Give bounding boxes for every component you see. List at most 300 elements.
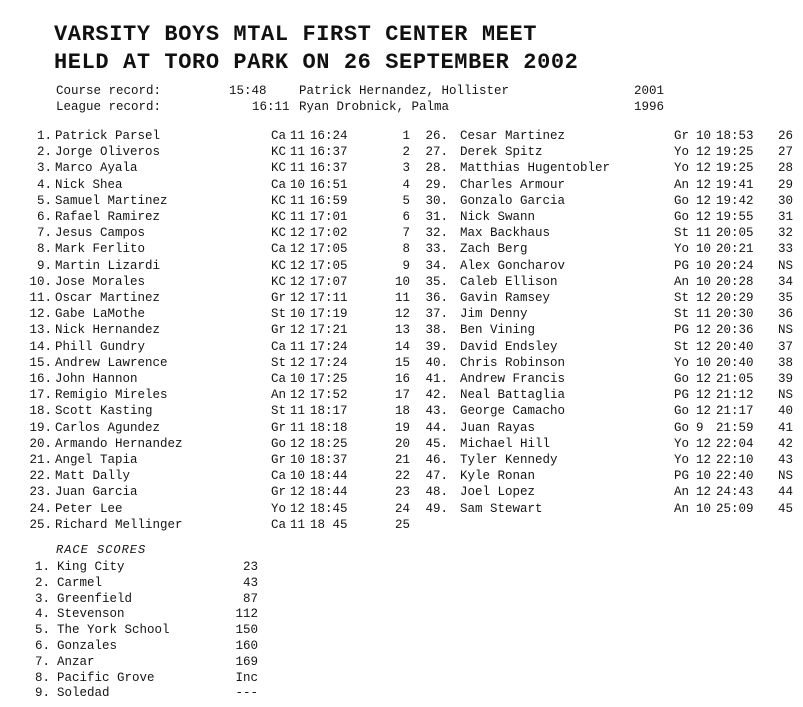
result-score: 21 [394,453,410,467]
result-time: 20:30 [716,307,754,322]
result-place: 10. [29,274,52,289]
result-team: KC [271,161,287,176]
result-place: 47. [425,469,448,484]
result-name: Nick Hernandez [55,323,161,338]
result-name: Scott Kasting [55,404,153,419]
result-time: 17:19 [310,307,348,322]
result-team: Go [271,436,287,451]
league-record-holder: Ryan Drobnick, Palma [299,100,450,114]
race-score-value: --- [235,686,258,701]
result-name: Oscar Martinez [55,291,161,305]
result-time: 19:42 [716,193,754,208]
result-team: An [674,274,690,289]
result-grade: 11 [290,404,306,419]
result-team: KC [271,193,287,208]
result-place: 29. [425,177,448,192]
result-score: 16 [394,372,410,386]
result-place: 21. [29,453,52,467]
result-place: 28. [425,161,448,176]
result-grade: 10 [696,274,712,289]
result-time: 17:05 [310,258,348,273]
result-team: Gr [271,453,287,467]
result-place: 27. [425,145,448,160]
result-place: 49. [425,501,448,516]
result-grade: 11 [290,145,306,160]
result-time: 18:25 [310,436,348,451]
result-grade: 10 [290,177,306,192]
result-name: Richard Mellinger [55,517,183,532]
race-score-value: 112 [235,607,258,622]
result-grade: 12 [696,372,712,386]
race-score-place: 6. [34,639,50,653]
result-team: St [674,226,690,241]
result-place: 22. [29,469,52,484]
result-grade: 12 [696,436,712,451]
course-record-year: 2001 [634,84,665,98]
league-record-label: League record: [56,100,162,114]
result-place: 2. [36,145,52,160]
result-score: 22 [394,469,410,484]
result-time: 17:21 [310,323,348,338]
result-time: 20:40 [716,339,754,354]
race-score-value: 160 [235,639,258,653]
race-score-school: Carmel [57,575,103,590]
result-time: 21:05 [716,372,754,386]
result-name: Phill Gundry [55,339,146,354]
result-team: PG [674,388,690,403]
result-grade: 10 [290,372,306,386]
result-team: Ca [271,469,287,484]
result-grade: 12 [290,226,306,241]
race-score-value: 87 [242,591,258,606]
race-score-school: Soledad [57,686,110,701]
result-time: 19:25 [716,145,754,160]
result-time: 22:40 [716,469,754,484]
result-score: 39 [778,372,794,386]
result-team: Yo [674,453,690,467]
result-name: Michael Hill [460,436,551,451]
course-record-time: 15:48 [229,84,267,98]
race-score-school: Greenfield [57,591,133,606]
result-grade: 10 [290,469,306,484]
result-team: PG [674,258,690,273]
result-place: 38. [425,323,448,338]
result-place: 5. [36,193,52,208]
race-score-value: 23 [242,560,258,574]
result-score: 7 [402,226,410,241]
result-team: PG [674,323,690,338]
result-time: 17:05 [310,242,348,257]
result-time: 21:12 [716,388,754,403]
result-grade: 11 [290,161,306,176]
result-grade: 12 [290,291,306,305]
result-score: 30 [778,193,794,208]
result-team: Ca [271,242,287,257]
result-score: 25 [394,517,410,532]
result-grade: 10 [696,469,712,484]
result-time: 16:37 [310,161,348,176]
result-place: 15. [29,355,52,370]
result-place: 9. [36,258,52,273]
result-name: Patrick Parsel [55,129,161,143]
result-team: Go [674,404,690,419]
result-time: 17:11 [310,291,348,305]
result-place: 42. [425,388,448,403]
result-score: 2 [402,145,410,160]
result-place: 31. [425,210,448,224]
result-time: 20:29 [716,291,754,305]
result-name: Martin Lizardi [55,258,161,273]
result-name: Angel Tapia [55,453,138,467]
result-team: Yo [674,355,690,370]
result-time: 17:24 [310,355,348,370]
result-grade: 12 [696,291,712,305]
race-score-school: Anzar [57,654,95,669]
race-score-value: Inc [235,670,258,685]
result-place: 6. [36,210,52,224]
result-grade: 12 [290,242,306,257]
result-place: 48. [425,485,448,500]
result-name: Mark Ferlito [55,242,146,257]
result-team: Yo [674,161,690,176]
result-team: Ca [271,517,287,532]
result-score: 35 [778,291,794,305]
result-grade: 12 [696,485,712,500]
result-place: 35. [425,274,448,289]
result-team: KC [271,210,287,224]
result-time: 20:24 [716,258,754,273]
result-place: 18. [29,404,52,419]
result-grade: 12 [290,274,306,289]
result-place: 43. [425,404,448,419]
result-score: 3 [402,161,410,176]
result-name: Juan Garcia [55,485,138,500]
result-name: Armando Hernandez [55,436,183,451]
result-team: KC [271,274,287,289]
result-grade: 12 [696,145,712,160]
result-grade: 12 [290,388,306,403]
result-name: Kyle Ronan [460,469,536,484]
course-record-holder: Patrick Hernandez, Hollister [299,84,510,98]
result-team: Gr [271,420,287,435]
result-score: 33 [778,242,794,257]
result-grade: 10 [696,501,712,516]
result-time: 16:37 [310,145,348,160]
result-place: 30. [425,193,448,208]
page-title: VARSITY BOYS MTAL FIRST CENTER MEET [54,22,538,47]
result-score: 29 [778,177,794,192]
league-record-year: 1996 [634,100,665,114]
race-score-place: 8. [34,670,50,685]
result-score: 20 [394,436,410,451]
result-team: Gr [271,291,287,305]
result-place: 4. [36,177,52,192]
result-score: 10 [394,274,410,289]
result-team: Go [674,210,690,224]
result-time: 18:45 [310,501,348,516]
result-time: 17:07 [310,274,348,289]
result-team: Go [674,420,690,435]
race-score-school: Stevenson [57,607,125,622]
race-score-place: 7. [34,654,50,669]
result-team: St [674,307,690,322]
result-grade: 9 [696,420,704,435]
race-scores-title: RACE SCORES [56,543,147,557]
result-name: Charles Armour [460,177,566,192]
result-score: 38 [778,355,794,370]
result-grade: 10 [696,242,712,257]
result-score: 31 [778,210,794,224]
result-time: 21:59 [716,420,754,435]
result-time: 20:05 [716,226,754,241]
result-time: 17:02 [310,226,348,241]
result-time: 20:21 [716,242,754,257]
result-time: 17:24 [310,339,348,354]
result-name: Remigio Mireles [55,388,168,403]
result-grade: 12 [290,355,306,370]
result-score: 6 [402,210,410,224]
result-name: Nick Shea [55,177,123,192]
result-place: 23. [29,485,52,500]
result-time: 17:25 [310,372,348,386]
result-time: 18:44 [310,469,348,484]
result-place: 11. [29,291,52,305]
result-score: 36 [778,307,794,322]
result-name: Nick Swann [460,210,536,224]
result-score: 4 [402,177,410,192]
result-name: Max Backhaus [460,226,551,241]
result-time: 19:55 [716,210,754,224]
result-time: 25:09 [716,501,754,516]
result-place: 46. [425,453,448,467]
result-score: 18 [394,404,410,419]
result-name: Juan Rayas [460,420,536,435]
race-score-value: 150 [235,623,258,638]
race-score-place: 3. [34,591,50,606]
result-team: Go [674,193,690,208]
result-time: 18:18 [310,420,348,435]
result-team: St [674,339,690,354]
result-name: Gonzalo Garcia [460,193,566,208]
result-team: An [674,485,690,500]
result-team: Go [674,372,690,386]
result-time: 20:28 [716,274,754,289]
page-subtitle: HELD AT TORO PARK ON 26 SEPTEMBER 2002 [54,50,579,75]
result-place: 32. [425,226,448,241]
result-score: 1 [402,129,410,143]
result-team: Ca [271,177,287,192]
result-score: 12 [394,307,410,322]
result-name: Jim Denny [460,307,528,322]
result-grade: 11 [696,226,712,241]
result-place: 45. [425,436,448,451]
result-score: 43 [778,453,794,467]
result-score: 42 [778,436,794,451]
result-grade: 12 [696,210,712,224]
result-grade: 12 [290,485,306,500]
result-time: 16:24 [310,129,348,143]
result-place: 14. [29,339,52,354]
result-name: Zach Berg [460,242,528,257]
result-time: 18:44 [310,485,348,500]
result-grade: 12 [696,404,712,419]
result-name: George Camacho [460,404,566,419]
result-place: 44. [425,420,448,435]
result-team: Yo [271,501,287,516]
result-grade: 11 [696,307,712,322]
result-score: 45 [778,501,794,516]
result-score: 9 [402,258,410,273]
result-grade: 10 [696,258,712,273]
result-name: Tyler Kennedy [460,453,558,467]
result-name: Gabe LaMothe [55,307,146,322]
result-name: Neal Battaglia [460,388,566,403]
result-score: 23 [394,485,410,500]
race-score-school: King City [57,560,125,574]
result-team: KC [271,226,287,241]
result-grade: 12 [696,323,712,338]
result-name: Rafael Ramirez [55,210,161,224]
result-name: Matt Dally [55,469,131,484]
result-team: KC [271,258,287,273]
result-place: 1. [36,129,52,143]
result-time: 19:41 [716,177,754,192]
result-grade: 11 [290,193,306,208]
result-score: 40 [778,404,794,419]
result-place: 8. [36,242,52,257]
result-team: Ca [271,372,287,386]
result-score: 32 [778,226,794,241]
result-place: 41. [425,372,448,386]
result-score: 24 [394,501,410,516]
result-team: Gr [674,129,690,143]
result-score: 37 [778,339,794,354]
result-name: Carlos Agundez [55,420,161,435]
result-place: 19. [29,420,52,435]
result-name: Caleb Ellison [460,274,558,289]
result-score: 27 [778,145,794,160]
result-team: PG [674,469,690,484]
result-name: Sam Stewart [460,501,543,516]
result-name: Derek Spitz [460,145,543,160]
race-score-value: 169 [235,654,258,669]
result-team: KC [271,145,287,160]
race-score-school: Gonzales [57,639,118,653]
result-grade: 12 [290,436,306,451]
result-team: An [271,388,287,403]
result-score: 14 [394,339,410,354]
result-score: 34 [778,274,794,289]
result-grade: 12 [696,161,712,176]
result-team: Gr [271,485,287,500]
result-name: Andrew Francis [460,372,566,386]
result-grade: 10 [290,453,306,467]
result-time: 18:53 [716,129,754,143]
result-time: 18 45 [310,517,348,532]
result-score: 17 [394,388,410,403]
result-place: 25. [29,517,52,532]
result-score: 5 [402,193,410,208]
result-team: St [271,307,287,322]
result-score: NS [778,258,794,273]
result-score: 8 [402,242,410,257]
result-score: 15 [394,355,410,370]
result-grade: 11 [290,129,306,143]
result-time: 17:01 [310,210,348,224]
result-score: 44 [778,485,794,500]
result-place: 37. [425,307,448,322]
race-score-place: 4. [34,607,50,622]
result-grade: 12 [290,258,306,273]
result-place: 3. [36,161,52,176]
result-grade: 10 [696,129,712,143]
result-place: 39. [425,339,448,354]
result-name: Alex Goncharov [460,258,566,273]
result-place: 20. [29,436,52,451]
course-record-label: Course record: [56,84,162,98]
result-place: 24. [29,501,52,516]
result-grade: 11 [290,210,306,224]
result-grade: 12 [290,323,306,338]
result-team: St [674,291,690,305]
result-team: St [271,404,287,419]
result-time: 24:43 [716,485,754,500]
result-time: 20:36 [716,323,754,338]
result-name: Peter Lee [55,501,123,516]
race-score-place: 1. [34,560,50,574]
result-time: 22:04 [716,436,754,451]
result-grade: 12 [696,388,712,403]
result-name: Andrew Lawrence [55,355,168,370]
result-grade: 12 [696,177,712,192]
result-time: 16:51 [310,177,348,192]
result-place: 12. [29,307,52,322]
result-team: St [271,355,287,370]
league-record-time: 16:11 [252,100,290,114]
result-team: Ca [271,339,287,354]
race-score-place: 2. [34,575,50,590]
result-score: 26 [778,129,794,143]
result-place: 36. [425,291,448,305]
result-time: 17:52 [310,388,348,403]
result-name: Jorge Oliveros [55,145,161,160]
result-time: 20:40 [716,355,754,370]
result-time: 19:25 [716,161,754,176]
result-place: 13. [29,323,52,338]
result-name: Jose Morales [55,274,146,289]
result-score: 28 [778,161,794,176]
result-team: Yo [674,145,690,160]
result-grade: 11 [290,339,306,354]
result-time: 18:37 [310,453,348,467]
race-score-value: 43 [242,575,258,590]
result-team: Gr [271,323,287,338]
result-score: 41 [778,420,794,435]
result-grade: 11 [290,420,306,435]
result-grade: 12 [290,501,306,516]
result-name: Chris Robinson [460,355,566,370]
result-score: NS [778,469,794,484]
result-name: David Endsley [460,339,558,354]
result-grade: 12 [696,193,712,208]
race-score-school: The York School [57,623,170,638]
race-score-place: 9. [34,686,50,701]
result-name: Joel Lopez [460,485,536,500]
result-score: 19 [394,420,410,435]
result-score: NS [778,323,794,338]
result-name: Gavin Ramsey [460,291,551,305]
result-team: An [674,177,690,192]
